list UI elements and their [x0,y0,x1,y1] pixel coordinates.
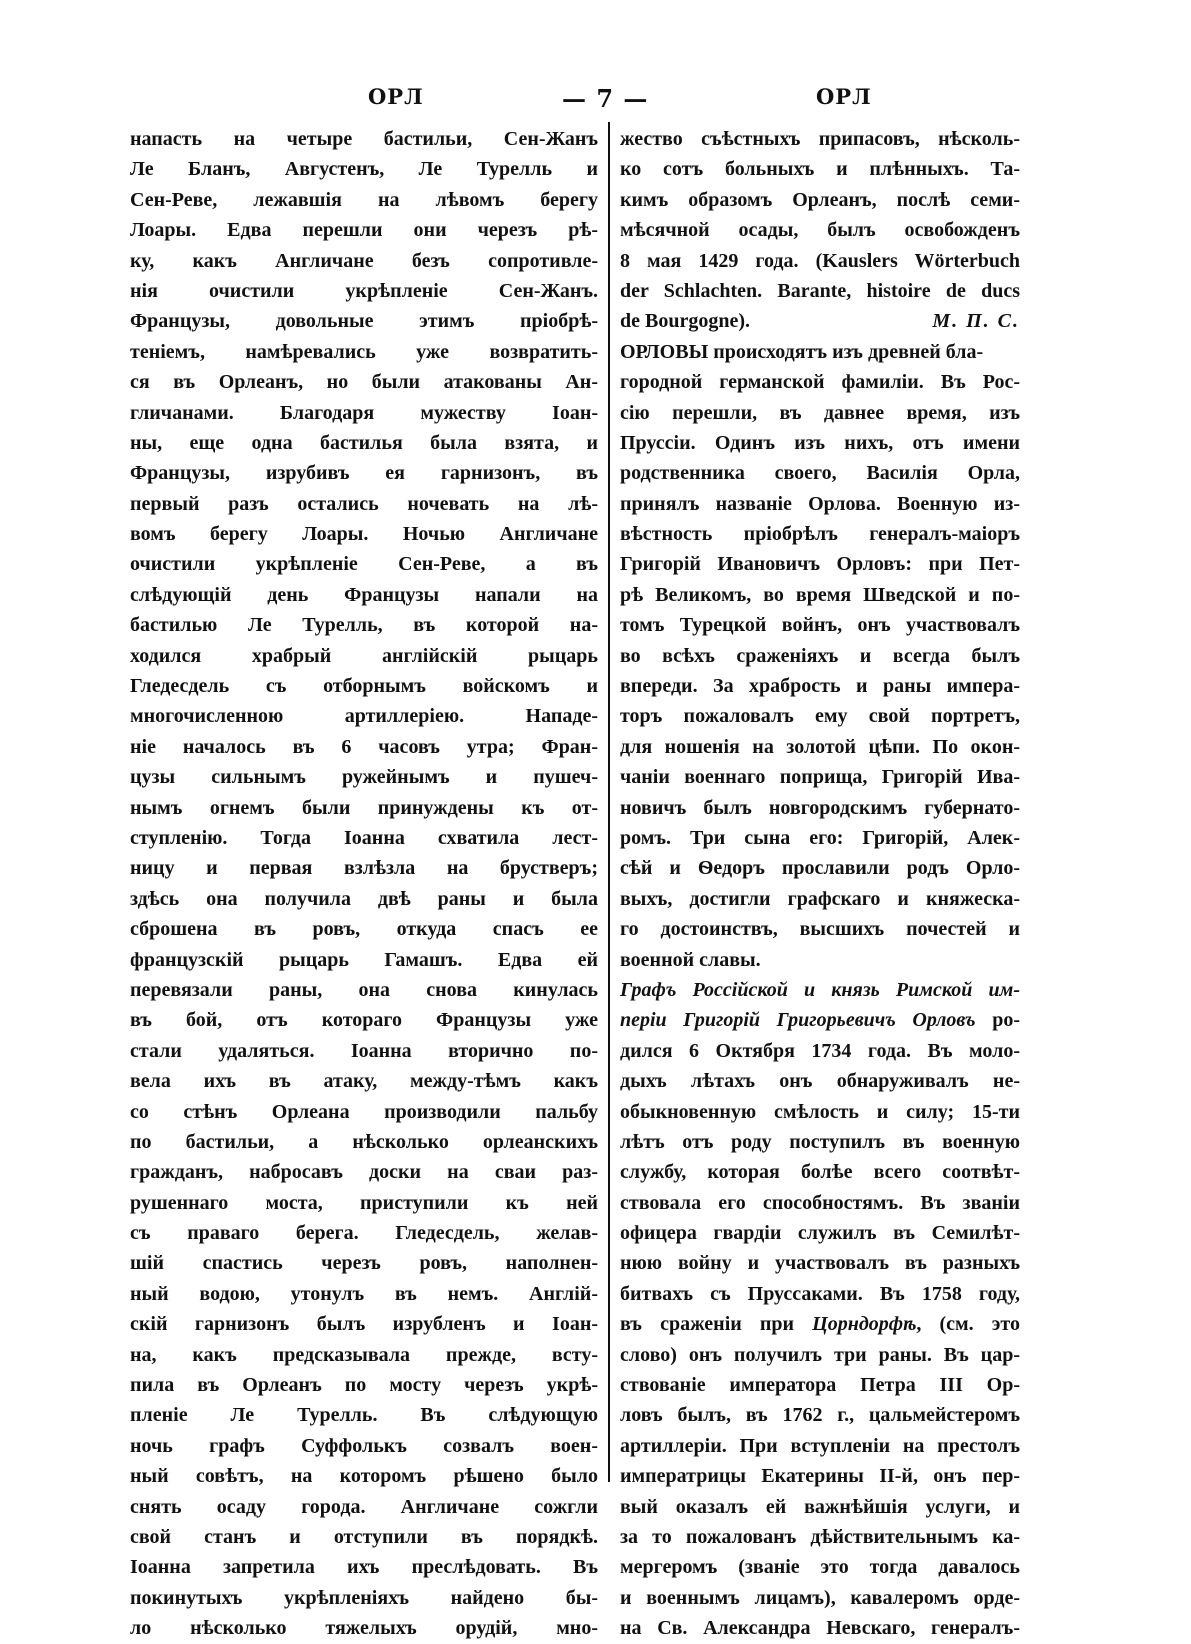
orlovy-text-line: военной славы. [620,948,761,971]
left-text-line: ло нѣсколько тяжелыхъ орудій, мно- [130,1617,598,1640]
orlovy-text-line: чаніи военнаго поприща, Григорій Ива- [620,766,1020,789]
left-text-line: перевязали раны, она снова кинулась [130,978,598,1001]
orlovy-text-line: Григорій Ивановичъ Орловъ: при Пет- [620,553,1020,576]
left-text-line: скій гарнизонъ былъ изрубленъ и Іоан- [130,1313,598,1336]
left-text-line: ницу и первая взлѣзла на брустверъ; [130,857,598,880]
left-text-line: очистили укрѣпленіе Сен-Реве, а въ [130,553,598,576]
left-text-line: Сен-Реве, лежавшія на лѣвомъ берегу [130,188,598,211]
left-text-line: пленіе Ле Турелль. Въ слѣдующую [130,1404,598,1427]
right-text-line: жество съѣстныхъ припасовъ, нѣсколь- [620,128,1020,150]
right-text-line: мѣсячной осады, былъ освобожденъ [620,219,1020,242]
author-signature: М. П. С. [932,310,1020,333]
left-text-line: многочисленною артиллеріею. Нападе- [130,705,598,728]
left-text-line: ніе началось въ 6 часовъ утра; Фран- [130,735,598,758]
grigory-text-line: мергеромъ (званіе это тогда давалось [620,1556,1020,1579]
left-text-line: Іоанна запретила ихъ преслѣдовать. Въ [130,1556,598,1579]
left-text-line: съ праваго берега. Гледесдель, желав- [130,1222,598,1245]
orlovy-text-line: родственника своего, Василія Орла, [620,462,1020,485]
orlovy-text-line: вѣстность пріобрѣлъ генералъ-маіоръ [620,523,1020,546]
left-text-line: ный водою, утонулъ въ немъ. Англій- [130,1282,598,1305]
left-text-line: ку, какъ Англичане безъ сопротивле- [130,249,598,272]
grigory-text-line: артиллеріи. При вступленіи на престолъ [620,1434,1020,1457]
grigory-text-line: ствованіе императора Петра III Ор- [620,1374,1020,1397]
right-column [620,124,1020,1644]
grigory-text-line: дыхъ лѣтахъ онъ обнаруживалъ не- [620,1070,1020,1093]
grigory-text-line: и военнымъ лицамъ), кавалеромъ орде- [620,1586,1020,1609]
left-text-line: ся въ Орлеанъ, но были атакованы Ан- [130,371,598,394]
orlovy-text-line: ромъ. Три сына его: Григорій, Алек- [620,826,1020,849]
header-left-word: ОРЛ [368,84,424,109]
orlovy-text-line: новичъ былъ новгородскимъ губернато- [620,796,1020,819]
zorndorf-c: , (см. это [916,1313,1020,1336]
left-text-line: ступленію. Тогда Іоанна схватила лест- [130,826,598,849]
left-text-line: вомъ берегу Лоары. Ночью Англичане [130,523,598,546]
orlovy-text-line: ОРЛОВЫ происходятъ изъ древней бла- [620,340,984,363]
left-text-line: гражданъ, набросавъ доски на сваи раз- [130,1161,598,1184]
grigory-text-line: обыкновенную смѣлость и силу; 15-ти [620,1100,1020,1123]
orlovy-text-line: торъ пожаловалъ ему свой портретъ, [620,705,1020,728]
citation-line [620,306,1020,336]
left-text-line: по бастильи, а нѣсколько орлеанскихъ [130,1130,598,1153]
left-text-line: покинутыхъ укрѣпленіяхъ найдено бы- [130,1586,598,1609]
left-text-line: сброшена въ ровъ, откуда спасъ ее [130,918,598,941]
right-text-line: der Schlachten. Barante, histoire de ducs [620,279,1020,302]
zorndorf-link: Цорндорфѣ [812,1313,917,1336]
left-text-line: первый разъ остались ночевать на лѣ- [130,492,598,515]
left-text-line: теніемъ, намѣревались уже возвратить- [130,340,598,363]
left-text-line: здѣсь она получила двѣ раны и была [130,887,598,910]
zorndorf-a: въ сраженіи при [620,1313,813,1336]
header-right-word: ОРЛ [816,84,872,109]
left-text-line: на, какъ предсказывала прежде, всту- [130,1343,598,1366]
orlovy-text-line: го достоинствъ, высшихъ почестей и [620,918,1020,941]
left-column [130,124,598,1644]
column-divider [608,122,610,1482]
right-text-line: кимъ образомъ Орлеанъ, послѣ семи- [620,188,1020,211]
grigory-text-line: императрицы Екатерины II-й, онъ пер- [620,1465,1020,1488]
grigory-text-line: офицера гвардіи служилъ въ Семилѣт- [620,1222,1020,1245]
italic-lead-line-2 [620,1005,1020,1035]
left-text-line: ны, еще одна бастилья была взята, и [130,431,598,454]
left-text-line: напасть на четыре бастильи, Сен-Жанъ [130,128,598,150]
grigory-text-line: слово) онъ получилъ три раны. Въ цар- [620,1343,1020,1366]
left-text-line: рушеннаго моста, приступили къ ней [130,1191,598,1214]
grigory-text-line: за то пожалованъ дѣйствительнымъ ка- [620,1525,1020,1548]
left-text-line: Гледесдель съ отборнымъ войскомъ и [130,675,598,698]
left-text-line: пила въ Орлеанъ по мосту черезъ укрѣ- [130,1374,598,1397]
left-text-line: шій спастись черезъ ровъ, наполнен- [130,1252,598,1275]
page-number: — 7 — [562,84,649,113]
orlovy-text-line: выхъ, достигли графскаго и княжеска- [620,887,1020,910]
left-text-line: ночь графъ Суффолькъ созвалъ воен- [130,1434,598,1457]
grigory-text-line: нюю войну и участвовалъ въ разныхъ [620,1252,1020,1275]
left-text-line: ходился храбрый англійскій рыцарь [130,644,598,667]
orlovy-text-line: рѣ Великомъ, во время Шведской и по- [620,583,1020,606]
orlovy-text-line: сѣй и Ѳедоръ прославили родъ Орло- [620,857,1020,880]
left-text-line: Французы, довольные этимъ пріобрѣ- [130,310,598,333]
left-text-line: снять осаду города. Англичане сожгли [130,1495,598,1518]
italic-lead-line-1: Графъ Россійской и князь Римской им- [620,978,1020,1001]
grigory-text-line: ствовала его способностямъ. Въ званіи [620,1191,1020,1214]
running-header [128,84,1020,120]
grigory-text-line: на Св. Александра Невскаго, генералъ- [620,1617,1020,1640]
italic-lead-tail: ро- [975,1009,1020,1032]
right-text-line: ко сотъ больныхъ и плѣнныхъ. Та- [620,158,1020,181]
orlovy-text-line: томъ Турецкой войнъ, онъ участвовалъ [620,614,1020,637]
grigory-text-line: службу, которая болѣе всего соотвѣт- [620,1161,1020,1184]
orlovy-text-line: сію перешли, въ давнее время, изъ [620,401,1020,424]
left-text-line: вела ихъ въ атаку, между-тѣмъ какъ [130,1070,598,1093]
grigory-text-line: ловъ былъ, въ 1762 г., цальмейстеромъ [620,1404,1020,1427]
orlovy-text-line: Пруссіи. Одинъ изъ нихъ, отъ имени [620,431,1020,454]
orlovy-text-line: принялъ названіе Орлова. Военную из- [620,492,1020,515]
grigory-text-line: вый оказалъ ей важнѣйшія услуги, и [620,1495,1020,1518]
right-text-line: 8 мая 1429 года. (Kauslers Wörterbuch [620,249,1020,272]
left-text-line: ный совѣтъ, на которомъ рѣшено было [130,1465,598,1488]
italic-lead-name: періи Григорій Григорьевичъ Орловъ [620,1009,976,1032]
orlovy-text-line: во всѣхъ сраженіяхъ и всегда былъ [620,644,1020,667]
orlovy-text-line: для ношенія на золотой цѣпи. По окон- [620,735,1020,758]
left-text-line: нія очистили укрѣпленіе Сен-Жанъ. [130,279,598,302]
citation-text: de Bourgogne). [620,310,750,333]
left-text-line: со стѣнъ Орлеана производили пальбу [130,1100,598,1123]
left-text-line: нымъ огнемъ были принуждены къ от- [130,796,598,819]
grigory-text-line: дился 6 Октября 1734 года. Въ моло- [620,1039,1020,1062]
grigory-text-line: битвахъ съ Пруссаками. Въ 1758 году, [620,1282,1020,1305]
left-text-line: французскій рыцарь Гамашъ. Едва ей [130,948,598,971]
left-text-line: слѣдующій день Французы напали на [130,583,598,606]
orlovy-text-line: впереди. За храбрость и раны импера- [620,675,1020,698]
left-text-line: бастилью Ле Турелль, въ которой на- [130,614,598,637]
left-text-line: стали удаляться. Іоанна вторично по- [130,1039,598,1062]
left-text-line: въ бой, отъ котораго Французы уже [130,1009,598,1032]
left-text-line: цузы сильнымъ ружейнымъ и пушеч- [130,766,598,789]
orlovy-text-line: городной германской фамиліи. Въ Рос- [620,371,1020,394]
left-text-line: Французы, изрубивъ ея гарнизонъ, въ [130,462,598,485]
zorndorf-line [620,1309,1020,1339]
left-text-line: Ле Бланъ, Августенъ, Ле Турелль и [130,158,598,181]
left-text-line: свой станъ и отступили въ порядкѣ. [130,1525,598,1548]
left-text-line: гличанами. Благодаря мужеству Іоан- [130,401,598,424]
grigory-text-line: лѣтъ отъ роду поступилъ въ военную [620,1130,1020,1153]
left-text-line: Лоары. Едва перешли они черезъ рѣ- [130,219,598,242]
